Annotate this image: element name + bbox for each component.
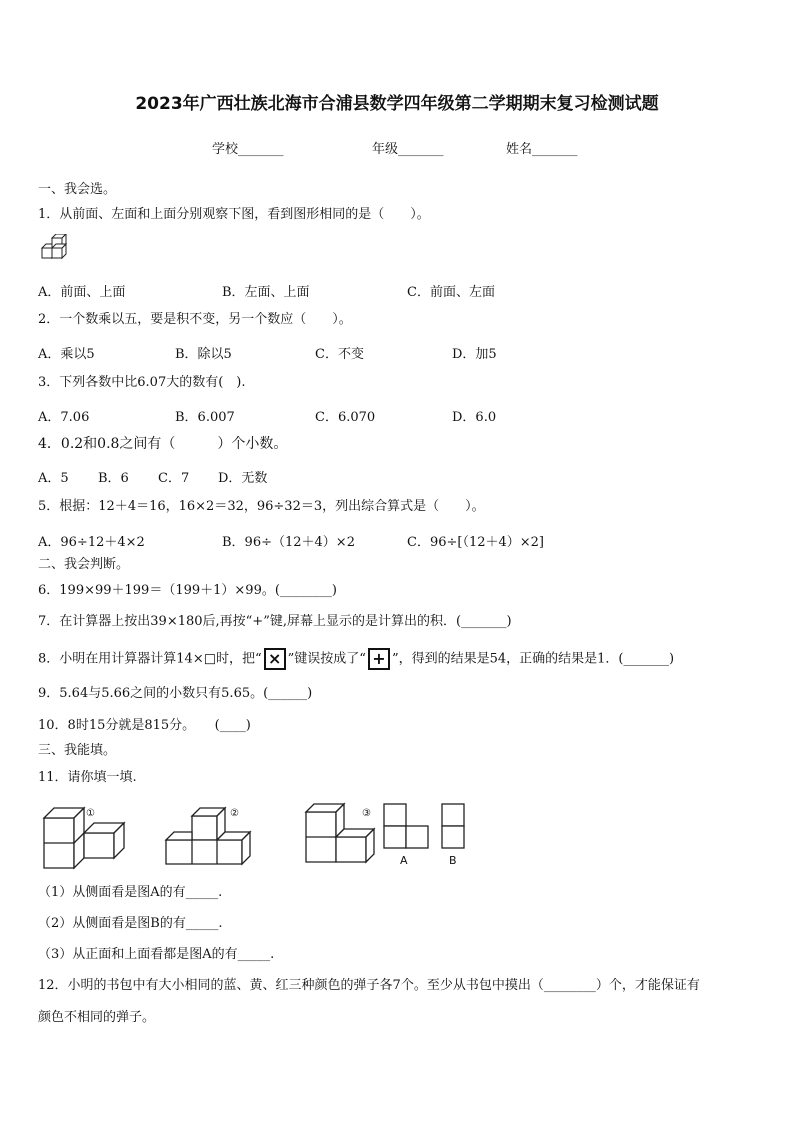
q3-option-d: D．6.0: [452, 410, 497, 425]
q1-option-c: C．前面、左面: [407, 285, 495, 300]
q11-view-a-label: A: [400, 854, 408, 867]
question-12: 12．小明的书包中有大小相同的蓝、黄、红三种颜色的弹子各7个。至少从书包中摸出（________）个，才能保证有: [38, 978, 700, 993]
question-3: 3．下列各数中比6.07大的数有( ).: [38, 375, 246, 390]
q11-figure-1-label: ①: [86, 808, 95, 819]
q4-option-c: C．7: [158, 471, 190, 486]
question-1: 1．从前面、左面和上面分别观察下图，看到图形相同的是（ ）。: [38, 207, 430, 222]
q2-option-c: C．不变: [315, 347, 364, 362]
question-12-cont: 颜色不相同的弹子。: [38, 1010, 156, 1025]
q11-figure-1: [38, 800, 128, 872]
q5-option-a: A．96÷12＋4×2: [38, 535, 145, 550]
page-title: 2023年广西壮族北海市合浦县数学四年级第二学期期末复习检测试题: [135, 94, 659, 114]
q11-view-b: [440, 802, 468, 852]
question-9: 9．5.64与5.66之间的小数只有5.65。(______): [38, 686, 313, 701]
q11-figure-3-label: ③: [362, 808, 371, 819]
q3-option-a: A．7.06: [38, 410, 90, 425]
q2-option-d: D．加5: [452, 347, 497, 362]
plus-key-icon: +: [368, 648, 390, 670]
q11-view-a: [382, 802, 432, 852]
q11-view-b-label: B: [449, 854, 457, 867]
question-11: 11．请你填一填.: [38, 770, 137, 785]
section-2-heading: 二、我会判断。: [38, 557, 130, 572]
q2-option-a: A．乘以5: [38, 347, 95, 362]
question-2: 2．一个数乘以五，要是积不变，另一个数应（ ）。: [38, 312, 352, 327]
q5-option-c: C．96÷[（12＋4）×2]: [407, 535, 545, 550]
question-8: [38, 648, 674, 671]
q5-option-b: B．96÷（12＋4）×2: [222, 535, 355, 550]
multiply-key-icon: ×: [264, 648, 286, 670]
grade-field: 年级_______: [372, 142, 444, 157]
q3-option-b: B．6.007: [175, 410, 235, 425]
q8-text-mid: ”键误按成了“: [287, 651, 366, 667]
section-3-heading: 三、我能填。: [38, 743, 117, 758]
q11-figure-2-label: ②: [230, 808, 239, 819]
q2-option-b: B．除以5: [175, 347, 232, 362]
q1-option-b: B．左面、上面: [222, 285, 310, 300]
q1-cube-figure: [38, 234, 74, 266]
q11-sub-2: （2）从侧面看是图B的有_____.: [38, 916, 223, 931]
q4-option-d: D．无数: [218, 471, 268, 486]
question-10: 10．8时15分就是815分。 (____): [38, 718, 251, 733]
name-field: 姓名_______: [506, 142, 578, 157]
q1-option-a: A．前面、上面: [38, 285, 126, 300]
q4-option-b: B．6: [98, 471, 129, 486]
q11-sub-3: （3）从正面和上面看都是图A的有_____.: [38, 947, 275, 962]
q11-sub-1: （1）从侧面看是图A的有_____.: [38, 885, 223, 900]
section-1-heading: 一、我会选。: [38, 182, 117, 197]
question-5: 5．根据：12＋4＝16，16×2＝32，96÷32＝3，列出综合算式是（ ）。: [38, 499, 485, 514]
q4-option-a: A．5: [38, 471, 69, 486]
question-7: 7．在计算器上按出39×180后,再按“+”键,屏幕上显示的是计算出的积．(_______): [38, 614, 512, 629]
q11-figure-2: [162, 802, 262, 868]
school-field: 学校_______: [212, 142, 284, 157]
q8-text-post: ”，得到的结果是54，正确的结果是1．(_______): [391, 651, 675, 667]
q8-text-pre: 8．小明在用计算器计算14×□时，把“: [38, 651, 262, 667]
question-4: 4．0.2和0.8之间有（ ）个小数。: [38, 436, 288, 452]
q3-option-c: C．6.070: [315, 410, 376, 425]
question-6: 6．199×99＋199＝（199＋1）×99。(________): [38, 583, 337, 598]
